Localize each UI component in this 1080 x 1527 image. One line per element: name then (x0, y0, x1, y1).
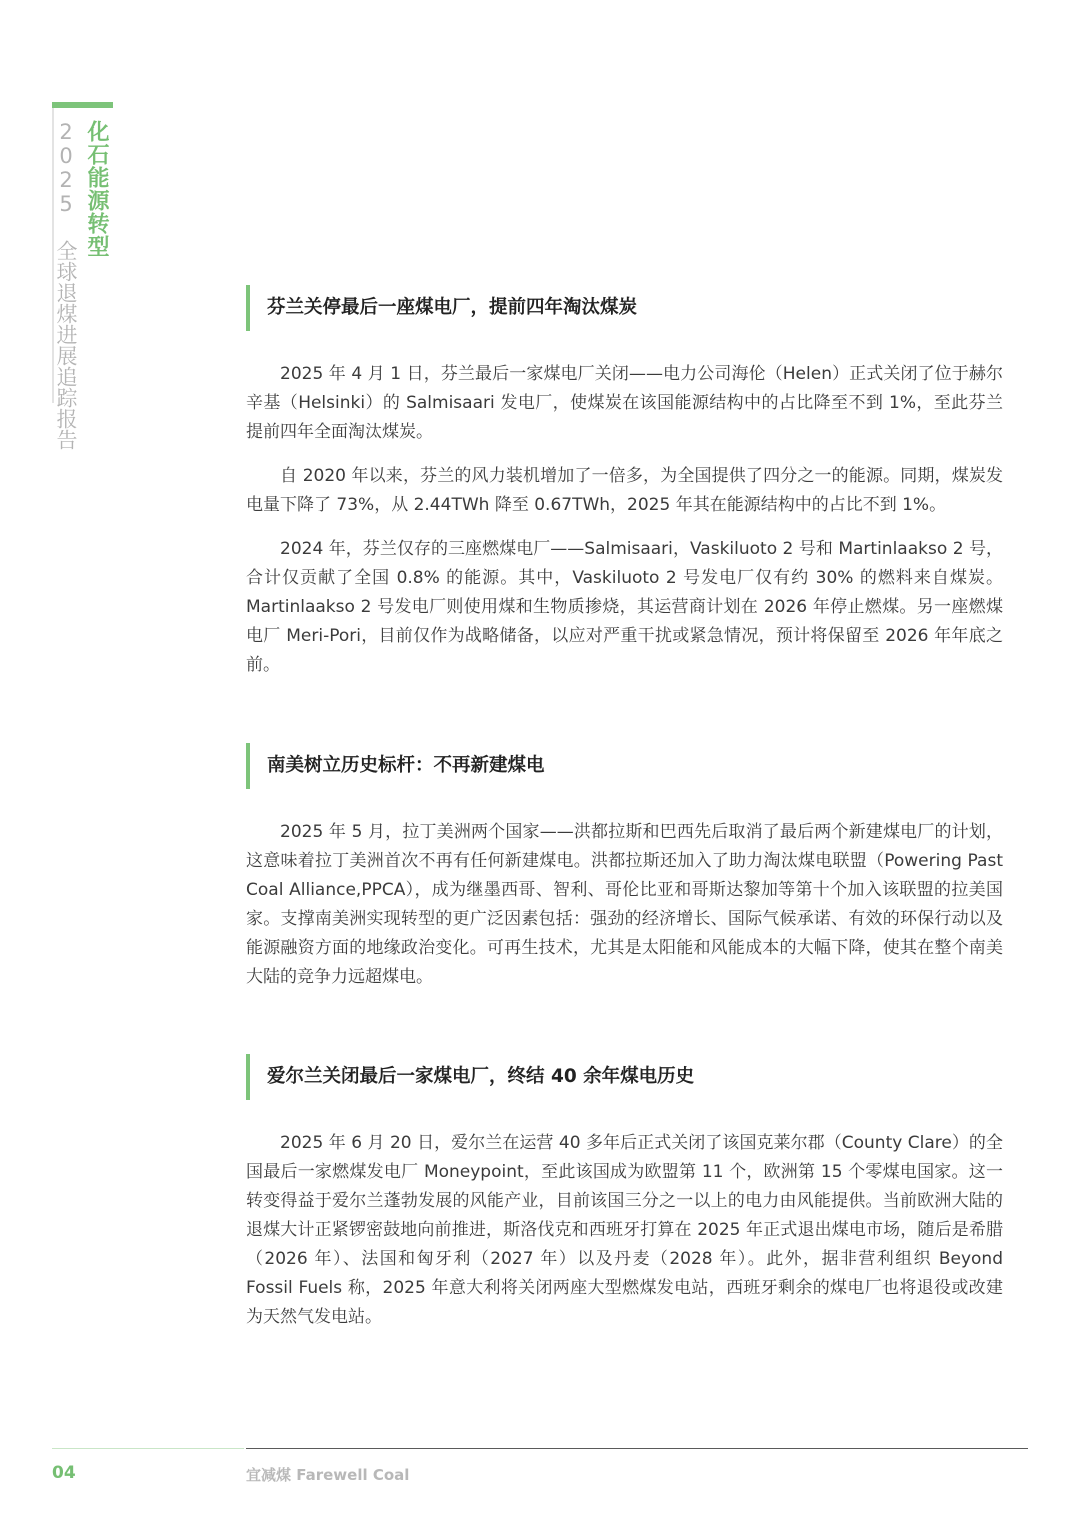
sidebar-category-label: 化石能源转型 (84, 120, 109, 258)
heading-accent-bar (246, 285, 250, 331)
section-heading (246, 285, 1003, 331)
paragraph: 2025 年 4 月 1 日，芬兰最后一家煤电厂关闭——电力公司海伦（Helen）正式关闭了位于赫尔辛基（Helsinki）的 Salmisaari 发电厂，使煤炭在该国能源结构中的占比降至不到 1%，至此芬兰提前四年全面淘汰煤炭。 (246, 364, 1003, 442)
paragraph: 2025 年 6 月 20 日，爱尔兰在运营 40 多年后正式关闭了该国克莱尔郡（County Clare）的全国最后一家燃煤发电厂 Moneypoint，至此该国成为欧盟第 11 个，欧洲第 15 个零煤电国家。这一转变得益于爱尔兰蓬勃发展的风能产业，目前该国三分之一以上的电力由风能提供。当前欧洲大陆的退煤大计正紧锣密鼓地向前推进，斯洛伐克和西班牙打算在 2025 年正式退出煤电市场，随后是希腊（2026 年）、法国和匈牙利（2027 年）以及丹麦（2028 年）。此外，据非营利组织 Beyond Fossil Fuels 称，2025 年意大利将关闭两座大型燃煤发电站，西班牙剩余的煤电厂也将退役或改建为天然气发电站。 (246, 1133, 1003, 1327)
section-title: 南美树立历史标杆：不再新建煤电 (267, 754, 545, 776)
section-heading (246, 743, 1003, 789)
paragraph: 自 2020 年以来，芬兰的风力装机增加了一倍多，为全国提供了四分之一的能源。同期，煤炭发电量下降了 73%，从 2.44TWh 降至 0.67TWh，2025 年其在能源结构中的占比不到 1%。 (246, 466, 1003, 515)
page-number: 04 (52, 1463, 76, 1483)
footer-brand: 宜减煤 Farewell Coal (246, 1466, 410, 1484)
sidebar-accent-bar (52, 102, 113, 108)
paragraph: 2024 年，芬兰仅存的三座燃煤电厂——Salmisaari，Vaskiluoto 2 号和 Martinlaakso 2 号，合计仅贡献了全国 0.8% 的能源。其中，Vaskiluoto 2 号发电厂仅有约 30% 的燃料来自煤炭。Martinlaakso 2 号发电厂则使用煤和生物质掺烧，其运营商计划在 2026 年停止燃煤。另一座燃煤电厂 Meri-Pori，目前仅作为战略储备，以应对严重干扰或紧急情况，预计将保留至 2026 年年底之前。 (246, 539, 1003, 675)
section-heading (246, 1054, 1003, 1100)
section-south-america (246, 743, 1003, 992)
section-finland (246, 285, 1003, 680)
footer-divider (246, 1448, 1028, 1449)
section-title: 芬兰关停最后一座煤电厂，提前四年淘汰煤炭 (267, 296, 638, 318)
heading-accent-bar (246, 743, 250, 789)
heading-accent-bar (246, 1054, 250, 1100)
section-title: 爱尔兰关闭最后一家煤电厂，终结 40 余年煤电历史 (267, 1065, 695, 1087)
footer-divider-left (52, 1448, 244, 1449)
sidebar-report-title: 2025 全球退煤进展追踪报告 (54, 120, 78, 450)
paragraph: 2025 年 5 月，拉丁美洲两个国家——洪都拉斯和巴西先后取消了最后两个新建煤电厂的计划，这意味着拉丁美洲首次不再有任何新建煤电。洪都拉斯还加入了助力淘汰煤电联盟（Powering Past Coal Alliance,PPCA），成为继墨西哥、智利、哥伦比亚和哥斯达黎加等第十个加入该联盟的拉美国家。支撑南美洲实现转型的更广泛因素包括：强劲的经济增长、国际气候承诺、有效的环保行动以及能源融资方面的地缘政治变化。可再生技术，尤其是太阳能和风能成本的大幅下降，使其在整个南美大陆的竞争力远超煤电。 (246, 822, 1003, 987)
section-ireland (246, 1054, 1003, 1332)
